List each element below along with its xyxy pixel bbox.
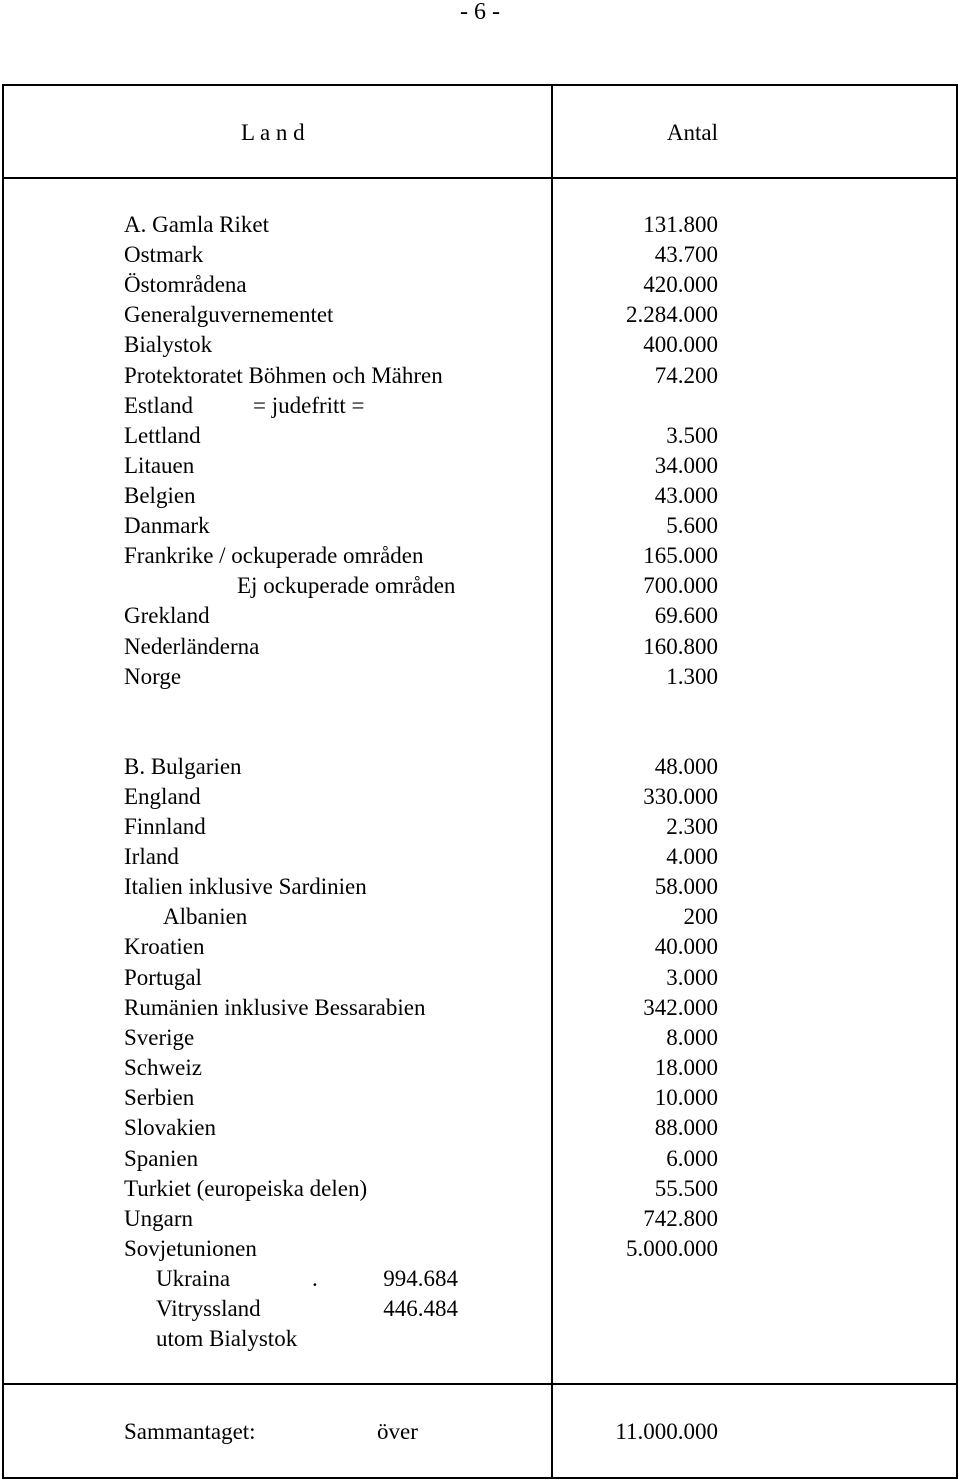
country-value: 18.000 — [654, 1055, 718, 1080]
country-name: Slovakien — [124, 1115, 216, 1140]
country-value: 10.000 — [654, 1085, 718, 1110]
country-name: Finnland — [124, 814, 206, 839]
country-value: 2.300 — [666, 814, 718, 839]
country-value: 6.000 — [666, 1146, 718, 1171]
country-value: 5.000.000 — [626, 1236, 718, 1261]
total-top-border — [2, 1383, 958, 1385]
country-value: 342.000 — [643, 995, 718, 1020]
country-name: A. Gamla Riket — [124, 212, 269, 237]
header-bottom-border — [2, 177, 958, 179]
country-value: 69.600 — [654, 603, 718, 628]
country-name: Bialystok — [124, 332, 213, 357]
sub-country-name: Vitryssland — [156, 1296, 261, 1321]
country-value: 3.000 — [666, 965, 718, 990]
country-name: England — [124, 784, 201, 809]
table-right-border — [956, 84, 958, 1479]
country-name: Lettland — [124, 423, 201, 448]
country-note: = judefritt = — [253, 393, 365, 418]
country-name: Nederländerna — [124, 634, 260, 659]
country-value: 2.284.000 — [626, 302, 718, 327]
country-name: Grekland — [124, 603, 210, 628]
country-value: 700.000 — [643, 573, 718, 598]
total-value: 11.000.000 — [615, 1419, 718, 1444]
country-name: Danmark — [124, 513, 210, 538]
country-value: 5.600 — [666, 513, 718, 538]
country-value: 34.000 — [654, 453, 718, 478]
country-name: Turkiet (europeiska delen) — [124, 1176, 368, 1201]
country-value: 4.000 — [666, 844, 718, 869]
country-name: Kroatien — [124, 934, 205, 959]
country-name: Norge — [124, 664, 182, 689]
country-name: Schweiz — [124, 1055, 202, 1080]
country-name: Italien inklusive Sardinien — [124, 874, 367, 899]
header-antal: Antal — [666, 120, 718, 145]
sub-country-name: Ukraina — [156, 1266, 231, 1291]
country-name: Ungarn — [124, 1206, 193, 1231]
country-value: 400.000 — [643, 332, 718, 357]
sub-country-value: 994.684 — [383, 1266, 458, 1291]
table-top-border — [2, 84, 958, 86]
country-value: 420.000 — [643, 272, 718, 297]
country-name: Spanien — [124, 1146, 199, 1171]
country-value: 74.200 — [654, 363, 718, 388]
sub-country-dot: . — [312, 1266, 318, 1291]
country-value: 8.000 — [666, 1025, 718, 1050]
country-name: Sovjetunionen — [124, 1236, 257, 1261]
country-name: Frankrike / ockuperade områden — [124, 543, 424, 568]
country-value: 3.500 — [666, 423, 718, 448]
country-name: B. Bulgarien — [124, 754, 242, 779]
country-value: 43.700 — [654, 242, 718, 267]
country-name: Sverige — [124, 1025, 195, 1050]
country-value: 88.000 — [654, 1115, 718, 1140]
country-value: 58.000 — [654, 874, 718, 899]
table-left-border — [2, 84, 4, 1479]
total-qualifier: över — [377, 1419, 418, 1444]
country-name: Albanien — [163, 904, 248, 929]
country-name: Ostmark — [124, 242, 204, 267]
country-name: Irland — [124, 844, 179, 869]
country-name: Litauen — [124, 453, 195, 478]
country-name: Generalguvernementet — [124, 302, 334, 327]
sub-country-value: 446.484 — [383, 1296, 458, 1321]
table-bottom-border — [2, 1477, 958, 1479]
country-value: 1.300 — [666, 664, 718, 689]
country-value: 165.000 — [643, 543, 718, 568]
country-name: Ej ockuperade områden — [237, 573, 456, 598]
country-value: 48.000 — [654, 754, 718, 779]
country-name: Belgien — [124, 483, 196, 508]
country-name: Portugal — [124, 965, 202, 990]
total-label: Sammantaget: — [124, 1419, 256, 1444]
country-value: 330.000 — [643, 784, 718, 809]
sub-country-name: utom Bialystok — [156, 1326, 298, 1351]
country-name: Protektoratet Böhmen och Mähren — [124, 363, 443, 388]
country-value: 131.800 — [643, 212, 718, 237]
country-name: Serbien — [124, 1085, 195, 1110]
country-value: 742.800 — [643, 1206, 718, 1231]
column-divider — [551, 84, 553, 1479]
country-value: 43.000 — [654, 483, 718, 508]
header-land: L a n d — [241, 120, 305, 145]
country-name: Rumänien inklusive Bessarabien — [124, 995, 426, 1020]
country-name: Estland — [124, 393, 193, 418]
country-name: Östområdena — [124, 272, 247, 297]
country-value: 40.000 — [654, 934, 718, 959]
country-value: 200 — [683, 904, 718, 929]
country-value: 55.500 — [654, 1176, 718, 1201]
country-value: 160.800 — [643, 634, 718, 659]
page-number: - 6 - — [460, 0, 500, 25]
